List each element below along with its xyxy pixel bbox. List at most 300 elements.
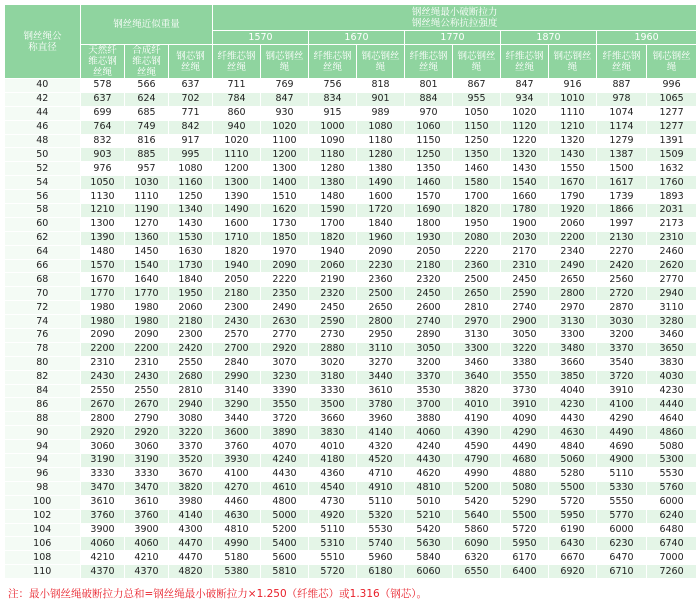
- value-cell: 5640: [453, 509, 501, 523]
- value-cell: 1350: [453, 148, 501, 162]
- value-cell: 2800: [549, 287, 597, 301]
- value-cell: 4470: [169, 537, 213, 551]
- value-cell: 1277: [647, 120, 697, 134]
- value-cell: 1000: [309, 120, 357, 134]
- value-cell: 4060: [405, 426, 453, 440]
- value-cell: 1540: [125, 259, 169, 273]
- table-row: [5, 342, 697, 356]
- value-cell: 2990: [213, 370, 261, 384]
- value-cell: 1220: [501, 134, 549, 148]
- value-cell: 2630: [261, 315, 309, 329]
- value-cell: 3460: [453, 356, 501, 370]
- diameter-cell: 68: [5, 273, 81, 287]
- value-cell: 566: [125, 79, 169, 93]
- table-body: [5, 79, 697, 579]
- header-grade: 1960: [597, 31, 697, 45]
- value-cell: 5950: [549, 509, 597, 523]
- value-cell: 2320: [309, 287, 357, 301]
- value-cell: 3980: [169, 495, 213, 509]
- value-cell: 3470: [81, 481, 125, 495]
- value-cell: 996: [647, 79, 697, 93]
- header-weight-col: 钢芯钢丝绳: [169, 45, 213, 79]
- value-cell: 1800: [405, 217, 453, 231]
- value-cell: 3440: [213, 412, 261, 426]
- value-cell: 2310: [81, 356, 125, 370]
- value-cell: 1600: [213, 217, 261, 231]
- diameter-cell: 100: [5, 495, 81, 509]
- value-cell: 2550: [169, 356, 213, 370]
- table-row: [5, 287, 697, 301]
- value-cell: 1480: [81, 245, 125, 259]
- value-cell: 756: [309, 79, 357, 93]
- value-cell: 2560: [597, 273, 647, 287]
- value-cell: 1110: [125, 190, 169, 204]
- value-cell: 6550: [453, 565, 501, 579]
- value-cell: 3610: [125, 495, 169, 509]
- value-cell: 1074: [597, 106, 647, 120]
- value-cell: 2300: [213, 301, 261, 315]
- diameter-cell: 110: [5, 565, 81, 579]
- diameter-cell: 62: [5, 231, 81, 245]
- value-cell: 5110: [597, 467, 647, 481]
- value-cell: 4360: [309, 467, 357, 481]
- value-cell: 2700: [213, 342, 261, 356]
- table-row: [5, 426, 697, 440]
- value-cell: 4490: [597, 426, 647, 440]
- table-row: [5, 273, 697, 287]
- value-cell: 1050: [81, 176, 125, 190]
- value-cell: 1590: [309, 204, 357, 218]
- value-cell: 6470: [597, 551, 647, 565]
- value-cell: 4060: [81, 537, 125, 551]
- value-cell: 1460: [453, 162, 501, 176]
- value-cell: 4920: [309, 509, 357, 523]
- value-cell: 1380: [357, 162, 405, 176]
- value-cell: 4010: [453, 398, 501, 412]
- value-cell: 5720: [549, 495, 597, 509]
- value-cell: 1450: [125, 245, 169, 259]
- value-cell: 1500: [597, 162, 647, 176]
- value-cell: 834: [309, 92, 357, 106]
- value-cell: 2900: [501, 315, 549, 329]
- value-cell: 2430: [125, 370, 169, 384]
- table-row: [5, 148, 697, 162]
- value-cell: 3230: [261, 370, 309, 384]
- value-cell: 1065: [647, 92, 697, 106]
- value-cell: 2060: [309, 259, 357, 273]
- value-cell: 4810: [405, 481, 453, 495]
- value-cell: 4490: [501, 440, 549, 454]
- value-cell: 1820: [213, 245, 261, 259]
- value-cell: 5810: [261, 565, 309, 579]
- value-cell: 887: [597, 79, 647, 93]
- value-cell: 3530: [405, 384, 453, 398]
- diameter-cell: 94: [5, 440, 81, 454]
- table-row: [5, 565, 697, 579]
- value-cell: 1730: [261, 217, 309, 231]
- value-cell: 5510: [309, 551, 357, 565]
- value-cell: 3600: [213, 426, 261, 440]
- value-cell: 4590: [453, 440, 501, 454]
- value-cell: 5840: [405, 551, 453, 565]
- value-cell: 4880: [501, 467, 549, 481]
- value-cell: 7260: [647, 565, 697, 579]
- value-cell: 5500: [549, 481, 597, 495]
- value-cell: 4230: [549, 398, 597, 412]
- value-cell: 1250: [405, 148, 453, 162]
- value-cell: 764: [81, 120, 125, 134]
- value-cell: 7000: [647, 551, 697, 565]
- diameter-cell: 56: [5, 190, 81, 204]
- value-cell: 2950: [357, 329, 405, 343]
- value-cell: 1770: [81, 287, 125, 301]
- value-cell: 4810: [213, 523, 261, 537]
- footnote: 注：最小钢丝绳破断拉力总和=钢丝绳最小破断拉力×1.250（纤维芯）或1.316（钢芯）。: [8, 588, 427, 600]
- value-cell: 5770: [597, 509, 647, 523]
- value-cell: 749: [125, 120, 169, 134]
- value-cell: 1277: [647, 106, 697, 120]
- value-cell: 4640: [647, 412, 697, 426]
- value-cell: 842: [169, 120, 213, 134]
- value-cell: 867: [453, 79, 501, 93]
- value-cell: 4320: [357, 440, 405, 454]
- value-cell: 2840: [213, 356, 261, 370]
- value-cell: 1820: [453, 204, 501, 218]
- value-cell: 3220: [501, 342, 549, 356]
- value-cell: 3760: [81, 509, 125, 523]
- value-cell: 2130: [597, 231, 647, 245]
- value-cell: 1720: [357, 204, 405, 218]
- value-cell: 2650: [453, 287, 501, 301]
- value-cell: 3730: [501, 384, 549, 398]
- value-cell: 4990: [453, 467, 501, 481]
- value-cell: 1080: [357, 120, 405, 134]
- value-cell: 5500: [501, 509, 549, 523]
- value-cell: 3960: [357, 412, 405, 426]
- value-cell: 1300: [81, 217, 125, 231]
- value-cell: 4460: [213, 495, 261, 509]
- value-cell: 5000: [261, 509, 309, 523]
- value-cell: 624: [125, 92, 169, 106]
- value-cell: 1640: [125, 273, 169, 287]
- value-cell: 3660: [549, 356, 597, 370]
- diameter-cell: 102: [5, 509, 81, 523]
- value-cell: 1390: [213, 190, 261, 204]
- header-grade: 1870: [501, 31, 597, 45]
- value-cell: 1300: [261, 162, 309, 176]
- value-cell: 2790: [125, 412, 169, 426]
- table-row: [5, 454, 697, 468]
- diameter-cell: 76: [5, 329, 81, 343]
- value-cell: 4730: [309, 495, 357, 509]
- value-cell: 1090: [309, 134, 357, 148]
- value-cell: 6090: [453, 537, 501, 551]
- value-cell: 1770: [125, 287, 169, 301]
- header-subcol-fiber: 纤维芯钢丝绳: [501, 45, 549, 79]
- value-cell: 3720: [261, 412, 309, 426]
- value-cell: 1120: [501, 120, 549, 134]
- value-cell: 5210: [405, 509, 453, 523]
- value-cell: 1690: [405, 204, 453, 218]
- value-cell: 1997: [597, 217, 647, 231]
- value-cell: 3080: [169, 412, 213, 426]
- value-cell: 4800: [261, 495, 309, 509]
- value-cell: 5280: [549, 467, 597, 481]
- header-subcol-steel: 钢芯钢丝绳: [261, 45, 309, 79]
- diameter-cell: 108: [5, 551, 81, 565]
- table-row: [5, 537, 697, 551]
- value-cell: 3830: [309, 426, 357, 440]
- value-cell: 3520: [169, 454, 213, 468]
- table-row: [5, 370, 697, 384]
- value-cell: 1940: [309, 245, 357, 259]
- table-row: [5, 92, 697, 106]
- value-cell: 1060: [405, 120, 453, 134]
- value-cell: 3390: [261, 384, 309, 398]
- value-cell: 2620: [647, 259, 697, 273]
- value-cell: 5110: [357, 495, 405, 509]
- value-cell: 3610: [81, 495, 125, 509]
- value-cell: 3050: [501, 329, 549, 343]
- diameter-cell: 64: [5, 245, 81, 259]
- value-cell: 2430: [213, 315, 261, 329]
- value-cell: 5200: [261, 523, 309, 537]
- value-cell: 1670: [81, 273, 125, 287]
- header-force-line2: 钢丝绳公称抗拉强度: [411, 17, 498, 29]
- value-cell: 3480: [549, 342, 597, 356]
- value-cell: 2920: [261, 342, 309, 356]
- value-cell: 2031: [647, 204, 697, 218]
- value-cell: 3780: [357, 398, 405, 412]
- value-cell: 3760: [125, 509, 169, 523]
- value-cell: 4010: [309, 440, 357, 454]
- value-cell: 4270: [213, 481, 261, 495]
- value-cell: 2060: [549, 217, 597, 231]
- value-cell: 2300: [169, 329, 213, 343]
- value-cell: 4820: [169, 565, 213, 579]
- value-cell: 2810: [453, 301, 501, 315]
- value-cell: 832: [81, 134, 125, 148]
- value-cell: 1700: [309, 217, 357, 231]
- diameter-cell: 104: [5, 523, 81, 537]
- value-cell: 1380: [309, 176, 357, 190]
- value-cell: 5110: [309, 523, 357, 537]
- value-cell: 3720: [597, 370, 647, 384]
- value-cell: 1620: [261, 204, 309, 218]
- value-cell: 2650: [549, 273, 597, 287]
- value-cell: 2420: [597, 259, 647, 273]
- header-subcol-steel: 钢芯钢丝绳: [549, 45, 597, 79]
- value-cell: 4210: [81, 551, 125, 565]
- value-cell: 6190: [549, 523, 597, 537]
- value-cell: 3130: [549, 315, 597, 329]
- value-cell: 3440: [357, 370, 405, 384]
- value-cell: 2270: [597, 245, 647, 259]
- table-row: [5, 190, 697, 204]
- value-cell: 1900: [501, 217, 549, 231]
- diameter-cell: 42: [5, 92, 81, 106]
- value-cell: 3130: [453, 329, 501, 343]
- value-cell: 3760: [213, 440, 261, 454]
- value-cell: 1320: [501, 148, 549, 162]
- table-row: [5, 467, 697, 481]
- value-cell: 1160: [169, 176, 213, 190]
- value-cell: 1210: [549, 120, 597, 134]
- value-cell: 1360: [125, 231, 169, 245]
- value-cell: 1390: [81, 231, 125, 245]
- value-cell: 5720: [309, 565, 357, 579]
- table-row: [5, 120, 697, 134]
- value-cell: 2670: [125, 398, 169, 412]
- header-subcol-steel: 钢芯钢丝绳: [357, 45, 405, 79]
- value-cell: 4180: [309, 454, 357, 468]
- header-subcol-fiber: 纤维芯钢丝绳: [309, 45, 357, 79]
- value-cell: 1893: [647, 190, 697, 204]
- value-cell: 711: [213, 79, 261, 93]
- value-cell: 995: [169, 148, 213, 162]
- value-cell: 1580: [453, 176, 501, 190]
- value-cell: 3330: [81, 467, 125, 481]
- table-row: [5, 79, 697, 93]
- value-cell: 2460: [647, 245, 697, 259]
- value-cell: 4290: [597, 412, 647, 426]
- diameter-cell: 54: [5, 176, 81, 190]
- value-cell: 916: [549, 79, 597, 93]
- value-cell: 930: [261, 106, 309, 120]
- value-cell: 3270: [357, 356, 405, 370]
- value-cell: 3030: [597, 315, 647, 329]
- value-cell: 4440: [647, 398, 697, 412]
- table-row: [5, 162, 697, 176]
- value-cell: 3060: [125, 440, 169, 454]
- value-cell: 2770: [647, 273, 697, 287]
- value-cell: 4680: [501, 454, 549, 468]
- value-cell: 1350: [405, 162, 453, 176]
- value-cell: 5080: [647, 440, 697, 454]
- value-cell: 1180: [309, 148, 357, 162]
- value-cell: 4230: [647, 384, 697, 398]
- diameter-cell: 80: [5, 356, 81, 370]
- value-cell: 1780: [501, 204, 549, 218]
- value-cell: 1174: [597, 120, 647, 134]
- value-cell: 1730: [169, 259, 213, 273]
- diameter-cell: 82: [5, 370, 81, 384]
- value-cell: 3380: [501, 356, 549, 370]
- value-cell: 5310: [309, 537, 357, 551]
- value-cell: 4630: [213, 509, 261, 523]
- value-cell: 4690: [597, 440, 647, 454]
- value-cell: 4430: [261, 467, 309, 481]
- value-cell: 4900: [597, 454, 647, 468]
- value-cell: 2740: [405, 315, 453, 329]
- value-cell: 5720: [501, 523, 549, 537]
- value-cell: 6320: [453, 551, 501, 565]
- value-cell: 1530: [169, 231, 213, 245]
- value-cell: 1950: [453, 217, 501, 231]
- value-cell: 6000: [647, 495, 697, 509]
- value-cell: 5530: [357, 523, 405, 537]
- value-cell: 1930: [405, 231, 453, 245]
- value-cell: 6400: [501, 565, 549, 579]
- table-row: [5, 495, 697, 509]
- table-row: [5, 106, 697, 120]
- value-cell: 5600: [261, 551, 309, 565]
- value-cell: 2090: [261, 259, 309, 273]
- value-cell: 2180: [405, 259, 453, 273]
- value-cell: 3020: [309, 356, 357, 370]
- value-cell: 3370: [169, 440, 213, 454]
- value-cell: 1020: [501, 106, 549, 120]
- value-cell: 1980: [81, 315, 125, 329]
- value-cell: 2890: [405, 329, 453, 343]
- value-cell: 3460: [647, 329, 697, 343]
- value-cell: 1510: [261, 190, 309, 204]
- value-cell: 2490: [261, 301, 309, 315]
- value-cell: 1980: [81, 301, 125, 315]
- value-cell: 4290: [501, 426, 549, 440]
- table-row: [5, 384, 697, 398]
- value-cell: 2200: [81, 342, 125, 356]
- value-cell: 801: [405, 79, 453, 93]
- value-cell: 1700: [453, 190, 501, 204]
- value-cell: 2450: [405, 287, 453, 301]
- value-cell: 970: [405, 106, 453, 120]
- value-cell: 1760: [647, 176, 697, 190]
- value-cell: 2090: [357, 245, 405, 259]
- value-cell: 1710: [213, 231, 261, 245]
- value-cell: 2940: [647, 287, 697, 301]
- value-cell: 771: [169, 106, 213, 120]
- value-cell: 5060: [549, 454, 597, 468]
- value-cell: 1460: [405, 176, 453, 190]
- value-cell: 3200: [405, 356, 453, 370]
- value-cell: 1790: [549, 190, 597, 204]
- value-cell: 4990: [213, 537, 261, 551]
- value-cell: 3910: [501, 398, 549, 412]
- value-cell: 2970: [549, 301, 597, 315]
- value-cell: 2030: [501, 231, 549, 245]
- value-cell: 4140: [169, 509, 213, 523]
- value-cell: 978: [597, 92, 647, 106]
- value-cell: 1250: [169, 190, 213, 204]
- value-cell: 3500: [309, 398, 357, 412]
- value-cell: 2600: [405, 301, 453, 315]
- value-cell: 6480: [647, 523, 697, 537]
- value-cell: 2940: [169, 398, 213, 412]
- diameter-cell: 48: [5, 134, 81, 148]
- table-row: [5, 481, 697, 495]
- value-cell: 3060: [81, 440, 125, 454]
- value-cell: 901: [357, 92, 405, 106]
- value-cell: 1570: [81, 259, 125, 273]
- value-cell: 5330: [597, 481, 647, 495]
- value-cell: 3290: [213, 398, 261, 412]
- value-cell: 1391: [647, 134, 697, 148]
- value-cell: 1279: [597, 134, 647, 148]
- value-cell: 2500: [453, 273, 501, 287]
- value-cell: 884: [405, 92, 453, 106]
- header-grade: 1770: [405, 31, 501, 45]
- value-cell: 2080: [453, 231, 501, 245]
- value-cell: 847: [501, 79, 549, 93]
- value-cell: 5290: [501, 495, 549, 509]
- value-cell: 2740: [501, 301, 549, 315]
- value-cell: 637: [81, 92, 125, 106]
- value-cell: 3880: [405, 412, 453, 426]
- value-cell: 578: [81, 79, 125, 93]
- value-cell: 6240: [647, 509, 697, 523]
- value-cell: 1250: [453, 134, 501, 148]
